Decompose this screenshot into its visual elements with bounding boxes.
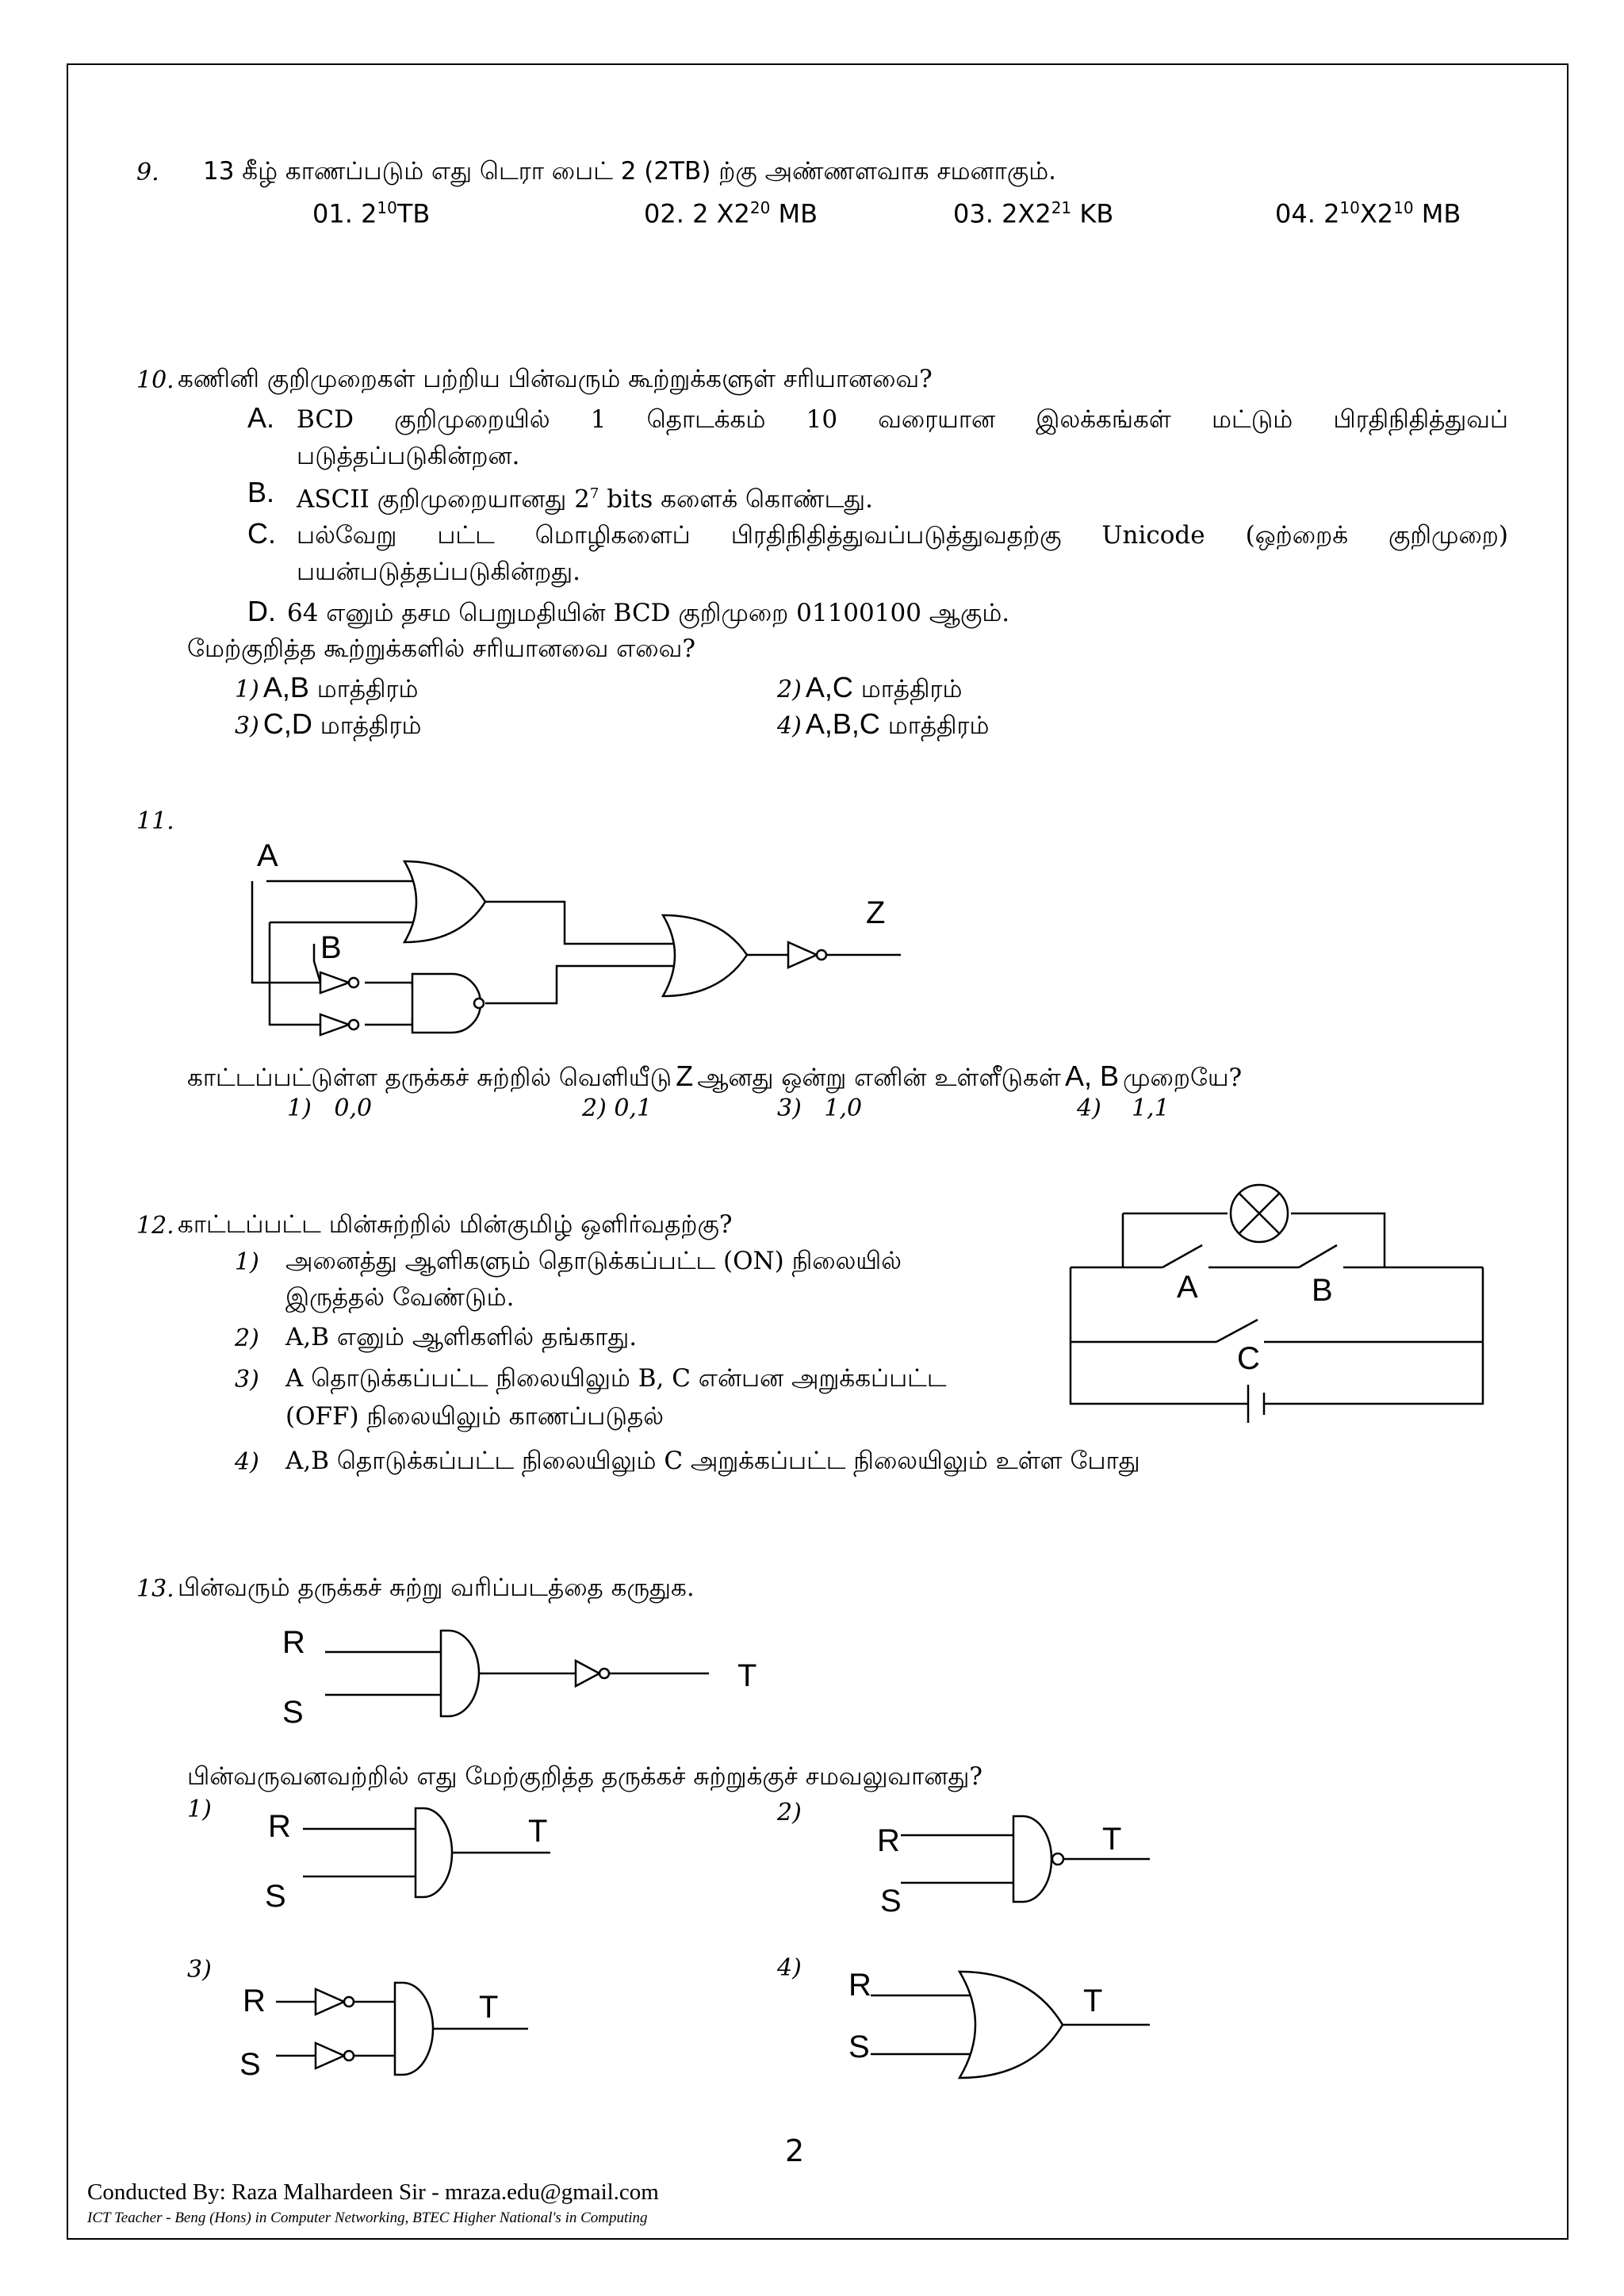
question-text: பின்வரும் தருக்கச் சுற்று வரிப்படத்தை கருதுக. xyxy=(178,1573,695,1602)
page-number: 2 xyxy=(785,2133,805,2168)
question-text: கணினி குறிமுறைகள் பற்றிய பின்வரும் கூற்றுக்களுள் சரியானவை? xyxy=(178,365,933,393)
option-3: 3) 1,0 xyxy=(777,1094,863,1122)
label-s: S xyxy=(239,2047,261,2082)
question-number: 11. xyxy=(136,807,174,835)
label-r: R xyxy=(282,1625,305,1660)
option-1-number: 1) xyxy=(187,1796,212,1823)
question-text: 13 கீழ் காணப்படும் எது டெரா பைட் 2 (2TB) ற்கு அண்ணளவாக சமனாகும். xyxy=(203,157,1056,186)
statement-c-line2: பயன்படுத்தப்படுகின்றது. xyxy=(297,558,580,586)
option-4-number: 4) xyxy=(777,1954,802,1982)
option-2: 2) 0,1 xyxy=(582,1094,653,1122)
statement-a-line2: படுத்தப்படுகின்றன. xyxy=(297,442,520,470)
statement-d-letter: D. xyxy=(247,595,276,627)
label-c: C xyxy=(1237,1341,1260,1376)
question-number: 12. xyxy=(136,1212,174,1240)
option-3: 3) C,D மாத்திரம் xyxy=(235,707,422,740)
statement-b: ASCII குறிமுறையானது $2^7$ bits களைக் கொண்டது. xyxy=(297,485,874,514)
statement-c-line1: பல்வேறு பட்ட மொழிகளைப் பிரதிநிதித்துவப்படுத்துவதற்கு Unicode (ஒற்றைக் குறிமுறை) xyxy=(297,521,1508,550)
option-3: 03. $2X2^{21}$ KB xyxy=(953,198,1114,229)
statement-d: 64 எனும் தசம பெறுமதியின் BCD குறிமுறை 01100100 ஆகும். xyxy=(287,599,1010,627)
statement-b-letter: B. xyxy=(247,476,275,508)
sub-question: பின்வருவனவற்றில் எது மேற்குறித்த தருக்கச் சுற்றுக்குச் சமவலுவானது? xyxy=(187,1762,982,1791)
sub-question: மேற்குறித்த கூற்றுக்களில் சரியானவை எவை? xyxy=(187,634,695,663)
question-text: காட்டப்பட்ட மின்சுற்றில் மின்குமிழ் ஒளிர்வதற்கு? xyxy=(178,1210,733,1239)
option-4: 4) A,B,C மாத்திரம் xyxy=(777,707,990,740)
option-1: 1) 0,0 xyxy=(287,1094,373,1122)
label-b: B xyxy=(1312,1273,1333,1308)
question-number: 9. xyxy=(136,159,159,186)
option-2-line1: A,B எனும் ஆளிகளில் தங்காது. xyxy=(285,1323,638,1351)
option-3-number: 3) xyxy=(187,1956,212,1984)
statement-c-letter: C. xyxy=(247,517,276,550)
statement-a-line1: BCD குறிமுறையில் 1 தொடக்கம் 10 வரையான இலக்கங்கள் மட்டும் பிரதிநிதித்துவப் xyxy=(297,405,1508,434)
question-text: காட்டப்பட்டுள்ள தருக்கச் சுற்றில் வெளியீடு Z ஆனது ஒன்று எனின் உள்ளீடுகள் A, B முறையே? xyxy=(187,1060,1243,1092)
option-1-number: 1) xyxy=(235,1248,259,1276)
option-4-line1: A,B தொடுக்கப்பட்ட நிலையிலும் C அறுக்கப்பட்ட நிலையிலும் உள்ள போது xyxy=(285,1447,1140,1475)
label-t: T xyxy=(528,1814,548,1849)
statement-a-letter: A. xyxy=(247,401,275,434)
label-r: R xyxy=(877,1823,900,1858)
label-s: S xyxy=(265,1879,286,1914)
option-4-number: 4) xyxy=(235,1448,259,1476)
option-1-line2: இருத்தல் வேண்டும். xyxy=(285,1283,515,1312)
option-2-number: 2) xyxy=(777,1799,802,1826)
option-3-number: 3) xyxy=(235,1366,259,1393)
option-3-line2: (OFF) நிலையிலும் காணப்படுதல் xyxy=(285,1402,664,1431)
label-s: S xyxy=(880,1884,902,1918)
option-1: 1) A,B மாத்திரம் xyxy=(235,671,419,703)
option-1: 01. $2^{10}TB$ xyxy=(312,198,431,229)
label-t: T xyxy=(1102,1822,1122,1857)
label-r: R xyxy=(268,1809,291,1844)
option-2: 02. 2 $X2^{20}$ MB xyxy=(644,198,818,229)
label-z: Z xyxy=(866,895,886,930)
footer-credit: Conducted By: Raza Malhardeen Sir - mraza.edu@gmail.com xyxy=(87,2179,659,2205)
label-a: A xyxy=(1177,1270,1198,1305)
option-3-line1: A தொடுக்கப்பட்ட நிலையிலும் B, C என்பன அறுக்கப்பட்ட xyxy=(285,1364,947,1393)
label-s: S xyxy=(282,1695,304,1730)
question-number: 13. xyxy=(136,1575,174,1603)
label-r: R xyxy=(848,1968,871,2003)
option-4: 4) 1,1 xyxy=(1077,1094,1170,1122)
option-1-line1: அனைத்து ஆளிகளும் தொடுக்கப்பட்ட (ON) நிலையில் xyxy=(285,1247,902,1275)
label-a: A xyxy=(257,838,278,873)
label-b: B xyxy=(320,930,342,965)
label-t: T xyxy=(1083,1984,1103,2018)
label-s: S xyxy=(848,2030,870,2064)
label-t: T xyxy=(737,1658,757,1693)
question-number: 10. xyxy=(136,366,174,394)
label-r: R xyxy=(243,1984,266,2018)
label-t: T xyxy=(479,1990,499,2025)
option-4: 04. $2^{10}X2^{10}$ MB xyxy=(1275,198,1461,229)
option-2-number: 2) xyxy=(235,1324,259,1352)
footer-subtitle: ICT Teacher - Beng (Hons) in Computer Networking, BTEC Higher National's in Computing xyxy=(87,2210,648,2226)
option-2: 2) A,C மாத்திரம் xyxy=(777,671,963,703)
